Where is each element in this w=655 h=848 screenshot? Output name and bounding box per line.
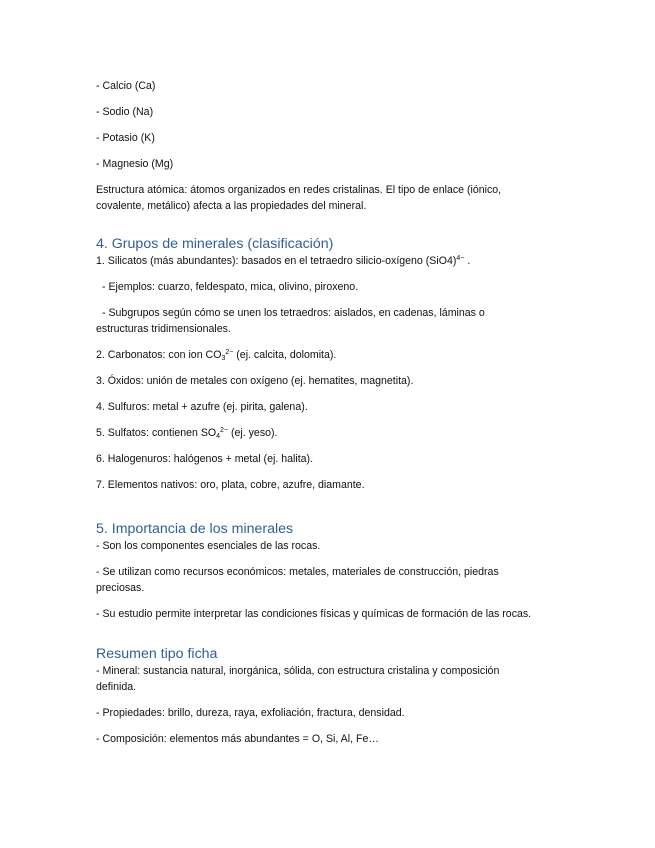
list-item-resumen-mineral: - Mineral: sustancia natural, inorgánica, sólida, con estructura cristalina y composición definida. bbox=[96, 665, 500, 693]
list-item-carbonatos: 2. Carbonatos: con ion $CO_3^{2-}$ (ej. calcita, dolomita). bbox=[96, 349, 337, 362]
list-item-resumen-propiedades: - Propiedades: brillo, dureza, raya, exfoliación, fractura, densidad. bbox=[96, 707, 405, 719]
list-item-magnesio: - Magnesio (Mg) bbox=[96, 158, 174, 170]
list-item-halogenuros: 6. Halogenuros: halógenos + metal (ej. halita). bbox=[96, 453, 314, 465]
list-item-oxidos: 3. Óxidos: unión de metales con oxígeno (ej. hematites, magnetita). bbox=[96, 375, 414, 387]
list-item-subgrupos: - Subgrupos según cómo se unen los tetraedros: aislados, en cadenas, láminas o estructuras tridimensionales. bbox=[96, 307, 485, 335]
list-item-potasio: - Potasio (K) bbox=[96, 132, 155, 144]
heading-resumen-ficha: Resumen tipo ficha bbox=[96, 646, 218, 662]
paragraph-estructura: Estructura atómica: átomos organizados en redes cristalinas. El tipo de enlace (iónico, covalente, metálico) afecta a las propiedades del mineral. bbox=[96, 184, 502, 212]
list-item-importancia-1: - Son los componentes esenciales de las rocas. bbox=[96, 540, 321, 552]
heading-grupos-minerales: 4. Grupos de minerales (clasificación) bbox=[96, 236, 334, 252]
list-item-ejemplos: - Ejemplos: cuarzo, feldespato, mica, olivino, piroxeno. bbox=[102, 281, 359, 293]
list-item-nativos: 7. Elementos nativos: oro, plata, cobre, azufre, diamante. bbox=[96, 479, 365, 491]
list-item-importancia-2: - Se utilizan como recursos económicos: metales, materiales de construcción, piedras preciosas. bbox=[96, 566, 499, 594]
list-item-sodio: - Sodio (Na) bbox=[96, 106, 154, 118]
list-item-resumen-composicion: - Composición: elementos más abundantes = O, Si, Al, Fe… bbox=[96, 733, 379, 745]
list-item-silicatos: 1. Silicatos (más abundantes): basados en el tetraedro silicio-oxígeno $(SiO4)^{4-}$ . bbox=[96, 255, 471, 267]
list-item-importancia-3: - Su estudio permite interpretar las condiciones físicas y químicas de formación de las rocas. bbox=[96, 608, 532, 620]
list-item-sulfatos: 5. Sulfatos: contienen $SO_4^{2-}$ (ej. yeso). bbox=[96, 427, 278, 440]
list-item-sulfuros: 4. Sulfuros: metal + azufre (ej. pirita, galena). bbox=[96, 401, 308, 413]
heading-importancia-minerales: 5. Importancia de los minerales bbox=[96, 521, 294, 537]
document-content bbox=[96, 78, 536, 757]
list-item-calcio: - Calcio (Ca) bbox=[96, 80, 156, 92]
